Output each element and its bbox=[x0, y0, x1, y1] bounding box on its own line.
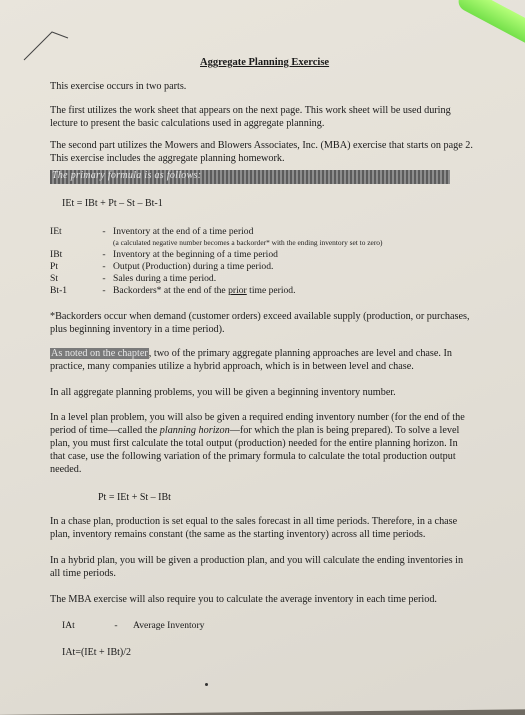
production-formula: Pt = IEt + St – IBt bbox=[98, 492, 171, 503]
mba-para: The MBA exercise will also require you to calculate the average inventory in each time period. bbox=[50, 594, 437, 605]
level-chase-para: As noted on the chapter, two of the primary aggregate planning approaches are level and chase. In practice, many companies utilize a hybrid approach, which is in between level and chase. bbox=[50, 348, 452, 373]
def-row-pt: Pt - Output (Production) during a time period. bbox=[50, 261, 274, 272]
page-title: Aggregate Planning Exercise bbox=[200, 57, 330, 68]
def-note: (a calculated negative number becomes a backorder* with the ending inventory set to zero) bbox=[113, 238, 383, 247]
beginning-inventory-para: In all aggregate planning problems, you will be given a beginning inventory number. bbox=[50, 387, 396, 398]
primary-formula: IEt = IBt + Pt – St – Bt-1 bbox=[62, 198, 163, 209]
first-part-para: The first utilizes the work sheet that appears on the next page. This work sheet will be used during lecture to present the basic calculations used in aggregate planning. bbox=[50, 105, 451, 130]
hybrid-plan-para: In a hybrid plan, you will be given a production plan, and you will calculate the ending inventories in all time periods. bbox=[50, 555, 464, 580]
avg-inventory-def: IAt - Average Inventory bbox=[62, 620, 205, 631]
ink-dot bbox=[205, 683, 208, 686]
intro-para: This exercise occurs in two parts. bbox=[50, 81, 187, 92]
backorders-note: *Backorders occur when demand (customer orders) exceed available supply (production, or purchases, plus beginning inventory in a time period). bbox=[50, 311, 470, 336]
formula-heading: The primary formula is as follows: bbox=[52, 170, 202, 181]
def-row-ibt: IBt - Inventory at the beginning of a time period bbox=[50, 249, 278, 260]
avg-inventory-formula: IAt=(IEt + IBt)/2 bbox=[62, 647, 132, 658]
level-plan-para: In a level plan problem, you will also be given a required ending inventory number (for the end of the period of time—called the planning horizon—for which the plan is being prepared). To solve a level plan, you must first calculate the total output (production) needed for the entire planning horizon. In that case, use the following variation of the primary formula to calculate the total production output needed. bbox=[50, 412, 465, 476]
def-row-st: St - Sales during a time period. bbox=[50, 273, 217, 284]
def-row-iet: IEt - Inventory at the end of a time period bbox=[50, 226, 254, 237]
def-row-bt1: Bt-1 - Backorders* at the end of the prior time period. bbox=[50, 285, 296, 296]
chase-plan-para: In a chase plan, production is set equal to the sales forecast in all time periods. Therefore, in a chase plan, inventory remains constant (the same as the starting inventory) across all time periods. bbox=[50, 516, 458, 541]
second-part-para: The second part utilizes the Mowers and Blowers Associates, Inc. (MBA) exercise that starts on page 2. This exercise includes the aggregate planning homework. bbox=[50, 140, 473, 165]
